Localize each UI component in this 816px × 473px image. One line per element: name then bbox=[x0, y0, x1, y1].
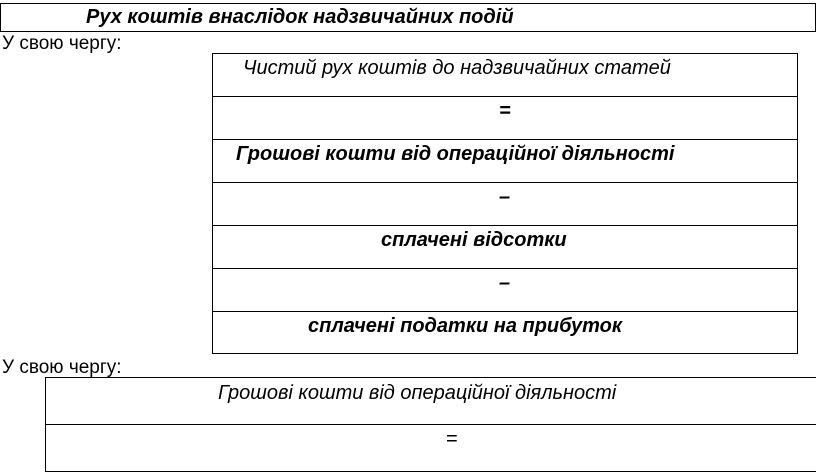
table-2-cell: Грошові кошти від операційної діяльності bbox=[218, 382, 617, 404]
table-1-cell: = bbox=[499, 100, 511, 122]
table-1-row bbox=[213, 54, 797, 97]
title-box bbox=[0, 3, 816, 32]
intro-text-2: У свою чергу: bbox=[2, 357, 122, 378]
table-2-row bbox=[46, 378, 816, 425]
table-1-row bbox=[213, 140, 797, 183]
table-1-cell: – bbox=[499, 272, 511, 294]
table-1-cell: Грошові кошти від операційної діяльності bbox=[236, 143, 675, 165]
table-1-row bbox=[213, 312, 797, 355]
table-2-cell: = bbox=[446, 428, 458, 450]
table-1-row bbox=[213, 269, 797, 312]
table-1-cell: сплачені відсотки bbox=[381, 229, 567, 251]
formula-table-1 bbox=[212, 53, 798, 354]
intro-text-1: У свою чергу: bbox=[2, 33, 122, 54]
table-1-cell: Чистий рух коштів до надзвичайних статей bbox=[243, 57, 671, 79]
formula-table-2 bbox=[45, 377, 816, 472]
table-1-row bbox=[213, 97, 797, 140]
page-title: Рух коштів внаслідок надзвичайних подій bbox=[86, 6, 514, 28]
table-1-row bbox=[213, 183, 797, 226]
table-1-cell: – bbox=[499, 186, 511, 208]
table-1-cell: сплачені податки на прибуток bbox=[308, 315, 623, 337]
table-1-row bbox=[213, 226, 797, 269]
